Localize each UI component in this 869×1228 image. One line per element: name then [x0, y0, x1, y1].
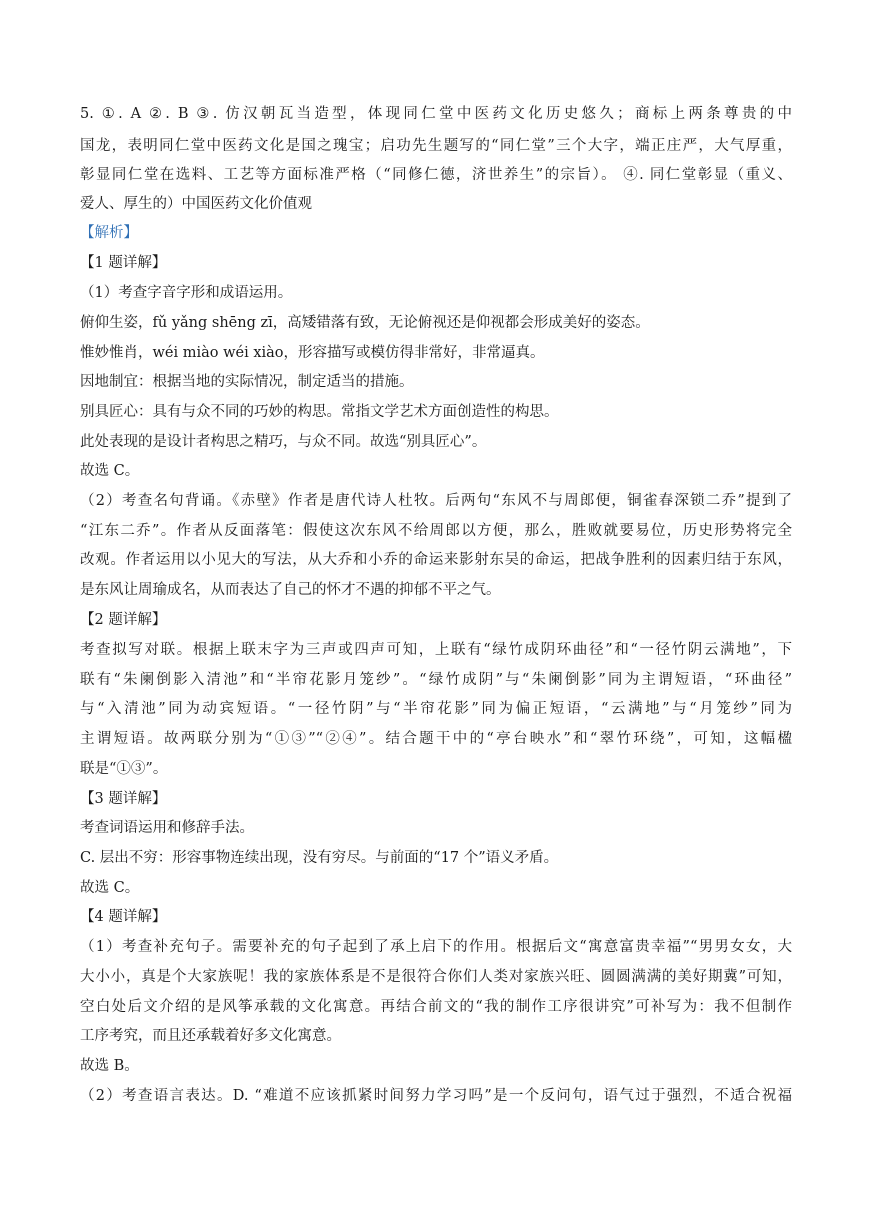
q3-line-3: 故选 C。 [80, 880, 140, 896]
q3-line-1: 考查词语运用和修辞手法。 [80, 820, 254, 836]
q2-heading: 【2 题详解】 [80, 612, 167, 628]
q1-line-8: （2）考查名句背诵。《赤壁》作者是唐代诗人杜牧。后两句“东风不与周郎便，铜雀春深锁二乔”提到了 [80, 493, 792, 509]
q1-line-5: 别具匠心：具有与众不同的巧妙的构思。常指文学艺术方面创造性的构思。 [80, 404, 559, 420]
answer5-line-2: 国龙，表明同仁堂中医药文化是国之瑰宝；启功先生题写的“同仁堂”三个大字，端正庄严，大气厚重， [80, 138, 792, 154]
q4-heading: 【4 题详解】 [80, 909, 167, 925]
q3-line-2: C. 层出不穷：形容事物连续出现，没有穷尽。与前面的“17 个”语义矛盾。 [80, 850, 559, 866]
q1-line-11: 是东风让周瑜成名，从而表达了自己的怀才不遇的抑郁不平之气。 [80, 582, 501, 598]
q1-heading: 【1 题详解】 [80, 255, 167, 271]
q4-line-1: （1）考查补充句子。需要补充的句子起到了承上启下的作用。根据后文“寓意富贵幸福”“男男女女，大 [80, 939, 792, 955]
q1-line-2: 俯仰生姿，fǔ yǎng shēng zī，高矮错落有致，无论俯视还是仰视都会形成美好的姿态。 [80, 315, 650, 331]
q1-line-1: （1）考查字音字形和成语运用。 [80, 285, 293, 301]
q2-line-5: 联是“①③”。 [80, 761, 168, 777]
q1-line-9: “江东二乔”。作者从反面落笔：假使这次东风不给周郎以方便，那么，胜败就要易位，历史形势将完全 [80, 523, 792, 539]
q4-line-5: 故选 B。 [80, 1058, 139, 1074]
q1-line-4: 因地制宜：根据当地的实际情况，制定适当的措施。 [80, 374, 414, 390]
q2-line-3: 与“入清池”同为动宾短语。“一径竹阴”与“半帘花影”同为偏正短语，“云满地”与“月笼纱”同为 [80, 701, 792, 717]
q1-line-3: 惟妙惟肖，wéi miào wéi xiào，形容描写或模仿得非常好，非常逼真。 [80, 345, 545, 361]
q4-line-2: 大小小，真是个大家族呢！我的家族体系是不是很符合你们人类对家族兴旺、圆圆满满的美好期冀”可知， [80, 969, 792, 985]
q1-line-7: 故选 C。 [80, 463, 140, 479]
q2-line-2: 联有“朱阑倒影入清池”和“半帘花影月笼纱”。“绿竹成阴”与“朱阑倒影”同为主谓短语，“环曲径” [80, 672, 792, 688]
answer5-line-3: 彰显同仁堂在选料、工艺等方面标准严格（“同修仁德，济世养生”的宗旨）。 ④. 同仁堂彰显（重义、 [80, 167, 792, 183]
q4-line-4: 工序考究，而且还承载着好多文化寓意。 [80, 1028, 341, 1044]
analysis-label: 【解析】 [80, 225, 138, 241]
q4-line-3: 空白处后文介绍的是风筝承载的文化寓意。再结合前文的“我的制作工序很讲究”可补写为：我不但制作 [80, 999, 792, 1015]
q1-line-6: 此处表现的是设计者构思之精巧，与众不同。故选“别具匠心”。 [80, 434, 487, 450]
answer5-line-1: 5. ①. A ②. B ③. 仿汉朝瓦当造型，体现同仁堂中医药文化历史悠久；商标上两条尊贵的中 [80, 106, 792, 122]
q2-line-1: 考查拟写对联。根据上联末字为三声或四声可知，上联有“绿竹成阴环曲径”和“一径竹阴云满地”，下 [80, 642, 792, 658]
q2-line-4: 主谓短语。故两联分别为“①③”“②④”。结合题干中的“亭台映水”和“翠竹环绕”，可知，这幅楹 [80, 731, 792, 747]
q1-line-10: 改观。作者运用以小见大的写法，从大乔和小乔的命运来影射东吴的命运，把战争胜利的因素归结于东风， [80, 552, 792, 568]
q4-line-6: （2）考查语言表达。D. “难道不应该抓紧时间努力学习吗”是一个反问句，语气过于强烈，不适合祝福 [80, 1088, 792, 1104]
q3-heading: 【3 题详解】 [80, 791, 167, 807]
answer5-line-4: 爱人、厚生的）中国医药文化价值观 [80, 196, 312, 212]
